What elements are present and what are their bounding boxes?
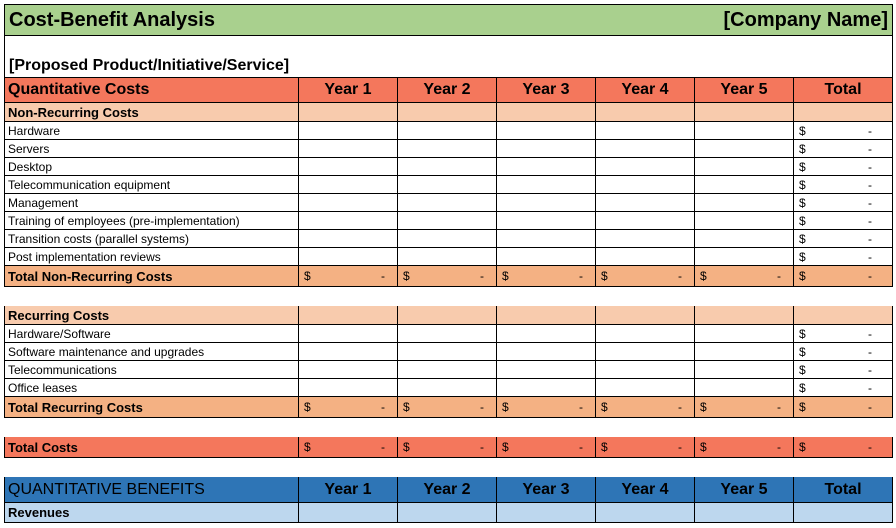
row-label[interactable]: Office leases xyxy=(4,379,299,397)
revenues-cell[interactable] xyxy=(794,503,893,523)
table-row xyxy=(4,212,893,230)
currency-symbol: $ xyxy=(799,400,806,414)
title-bar xyxy=(4,4,893,36)
dash-value: - xyxy=(868,159,872,174)
recurring-header-cell[interactable] xyxy=(596,306,695,325)
year-value-cell[interactable] xyxy=(299,212,398,230)
dash-value: - xyxy=(678,269,682,283)
row-total-cell[interactable] xyxy=(794,230,893,248)
total-costs-row-value[interactable] xyxy=(794,437,893,458)
currency-symbol: $ xyxy=(799,362,806,377)
year-value-cell[interactable] xyxy=(596,212,695,230)
year-value-cell[interactable] xyxy=(695,158,794,176)
currency-symbol: $ xyxy=(799,440,806,454)
row-label[interactable]: Hardware/Software xyxy=(4,325,299,343)
product-title-text: [Proposed Product/Initiative/Service] xyxy=(9,57,290,74)
currency-symbol: $ xyxy=(799,326,806,341)
year-header-4[interactable]: Year 4 xyxy=(596,78,695,103)
table-row xyxy=(4,194,893,212)
total-non-recurring-row-label[interactable]: Total Non-Recurring Costs xyxy=(4,266,299,287)
year-value-cell[interactable] xyxy=(497,158,596,176)
row-total-cell[interactable] xyxy=(794,248,893,266)
dash-value: - xyxy=(579,400,583,414)
total-non-recurring-row-value[interactable] xyxy=(497,266,596,287)
year-value-cell[interactable] xyxy=(398,343,497,361)
total-recurring-row-value[interactable] xyxy=(299,397,398,418)
dash-value: - xyxy=(868,123,872,138)
row-label[interactable]: Transition costs (parallel systems) xyxy=(4,230,299,248)
non-recurring-header-cell[interactable] xyxy=(695,103,794,122)
year-header-6[interactable]: Total xyxy=(794,78,893,103)
dash-value: - xyxy=(868,344,872,359)
year-value-cell[interactable] xyxy=(596,158,695,176)
year-value-cell[interactable] xyxy=(695,248,794,266)
currency-symbol: $ xyxy=(502,400,509,414)
total-non-recurring-row-value[interactable] xyxy=(398,266,497,287)
year-value-cell[interactable] xyxy=(596,379,695,397)
product-title[interactable] xyxy=(4,54,893,78)
year-value-cell[interactable] xyxy=(695,361,794,379)
year-value-cell[interactable] xyxy=(398,140,497,158)
year-value-cell[interactable] xyxy=(398,230,497,248)
recurring-header-label[interactable]: Recurring Costs xyxy=(4,306,299,325)
table-row xyxy=(4,379,893,397)
costs-header-row xyxy=(4,78,893,103)
dash-value: - xyxy=(868,269,872,283)
row-total-cell[interactable] xyxy=(794,158,893,176)
currency-symbol: $ xyxy=(403,400,410,414)
year-value-cell[interactable] xyxy=(497,343,596,361)
year-value-cell[interactable] xyxy=(497,176,596,194)
table-row xyxy=(4,325,893,343)
total-recurring-row-label[interactable]: Total Recurring Costs xyxy=(4,397,299,418)
row-label[interactable]: Post implementation reviews xyxy=(4,248,299,266)
year-value-cell[interactable] xyxy=(299,379,398,397)
total-recurring-row-value[interactable] xyxy=(398,397,497,418)
revenues-cell[interactable] xyxy=(398,503,497,523)
table-row xyxy=(4,230,893,248)
year-value-cell[interactable] xyxy=(695,140,794,158)
row-label[interactable]: Hardware xyxy=(4,122,299,140)
benefits-year-header-2[interactable]: Year 2 xyxy=(398,477,497,503)
year-value-cell[interactable] xyxy=(398,176,497,194)
year-value-cell[interactable] xyxy=(596,361,695,379)
revenues-cell[interactable] xyxy=(596,503,695,523)
recurring-header-cell[interactable] xyxy=(497,306,596,325)
dash-value: - xyxy=(480,269,484,283)
row-total-cell[interactable] xyxy=(794,212,893,230)
currency-symbol: $ xyxy=(700,400,707,414)
revenues-cell[interactable] xyxy=(695,503,794,523)
currency-symbol: $ xyxy=(799,269,806,283)
year-value-cell[interactable] xyxy=(497,361,596,379)
year-value-cell[interactable] xyxy=(695,343,794,361)
row-total-cell[interactable] xyxy=(794,343,893,361)
total-recurring-row-value[interactable] xyxy=(794,397,893,418)
year-value-cell[interactable] xyxy=(299,158,398,176)
revenues-cell[interactable] xyxy=(497,503,596,523)
currency-symbol: $ xyxy=(304,400,311,414)
revenues-label[interactable]: Revenues xyxy=(4,503,299,523)
year-value-cell[interactable] xyxy=(596,343,695,361)
dash-value: - xyxy=(868,231,872,246)
year-value-cell[interactable] xyxy=(398,194,497,212)
currency-symbol: $ xyxy=(502,269,509,283)
year-value-cell[interactable] xyxy=(596,230,695,248)
currency-symbol: $ xyxy=(502,440,509,454)
currency-symbol: $ xyxy=(304,440,311,454)
row-total-cell[interactable] xyxy=(794,325,893,343)
year-value-cell[interactable] xyxy=(299,248,398,266)
benefits-year-header-4[interactable]: Year 4 xyxy=(596,477,695,503)
currency-symbol: $ xyxy=(799,249,806,264)
currency-symbol: $ xyxy=(403,440,410,454)
table-row xyxy=(4,361,893,379)
row-label[interactable]: Training of employees (pre-implementation) xyxy=(4,212,299,230)
currency-symbol: $ xyxy=(304,269,311,283)
year-value-cell[interactable] xyxy=(398,212,497,230)
year-value-cell[interactable] xyxy=(497,379,596,397)
dash-value: - xyxy=(480,440,484,454)
total-recurring-row xyxy=(4,397,893,418)
table-row xyxy=(4,140,893,158)
currency-symbol: $ xyxy=(799,123,806,138)
row-label[interactable]: Telecommunications xyxy=(4,361,299,379)
recurring-header-cell[interactable] xyxy=(398,306,497,325)
currency-symbol: $ xyxy=(799,213,806,228)
currency-symbol: $ xyxy=(799,141,806,156)
dash-value: - xyxy=(381,269,385,283)
dash-value: - xyxy=(868,195,872,210)
year-value-cell[interactable] xyxy=(596,325,695,343)
dash-value: - xyxy=(868,380,872,395)
row-total-cell[interactable] xyxy=(794,140,893,158)
dash-value: - xyxy=(868,213,872,228)
currency-symbol: $ xyxy=(799,380,806,395)
table-row xyxy=(4,158,893,176)
non-recurring-header-cell[interactable] xyxy=(398,103,497,122)
currency-symbol: $ xyxy=(799,177,806,192)
year-value-cell[interactable] xyxy=(695,194,794,212)
table-row xyxy=(4,248,893,266)
year-value-cell[interactable] xyxy=(299,230,398,248)
currency-symbol: $ xyxy=(700,440,707,454)
year-value-cell[interactable] xyxy=(695,325,794,343)
non-recurring-header-cell[interactable] xyxy=(497,103,596,122)
table-row xyxy=(4,122,893,140)
year-value-cell[interactable] xyxy=(695,122,794,140)
currency-symbol: $ xyxy=(799,231,806,246)
total-non-recurring-row-value[interactable] xyxy=(299,266,398,287)
company-name[interactable]: [Company Name] xyxy=(723,8,888,31)
table-row xyxy=(4,176,893,194)
year-value-cell[interactable] xyxy=(398,248,497,266)
dash-value: - xyxy=(868,177,872,192)
benefits-year-header-3[interactable]: Year 3 xyxy=(497,477,596,503)
table-row xyxy=(4,343,893,361)
year-value-cell[interactable] xyxy=(596,176,695,194)
benefits-year-header-5[interactable]: Year 5 xyxy=(695,477,794,503)
currency-symbol: $ xyxy=(601,269,608,283)
total-non-recurring-row xyxy=(4,266,893,287)
quantitative-costs-label[interactable]: Quantitative Costs xyxy=(4,78,299,103)
revenues-row xyxy=(4,503,893,523)
year-value-cell[interactable] xyxy=(299,122,398,140)
total-non-recurring-row-value[interactable] xyxy=(596,266,695,287)
total-costs-row-value[interactable] xyxy=(398,437,497,458)
year-value-cell[interactable] xyxy=(497,248,596,266)
currency-symbol: $ xyxy=(403,269,410,283)
benefits-year-header-6[interactable]: Total xyxy=(794,477,893,503)
non-recurring-header-label[interactable]: Non-Recurring Costs xyxy=(4,103,299,122)
currency-symbol: $ xyxy=(799,159,806,174)
dash-value: - xyxy=(381,440,385,454)
year-value-cell[interactable] xyxy=(497,325,596,343)
non-recurring-header-cell[interactable] xyxy=(794,103,893,122)
dash-value: - xyxy=(868,400,872,414)
year-value-cell[interactable] xyxy=(398,361,497,379)
year-value-cell[interactable] xyxy=(695,176,794,194)
year-value-cell[interactable] xyxy=(497,194,596,212)
sheet-title[interactable]: Cost-Benefit Analysis xyxy=(9,8,215,31)
year-value-cell[interactable] xyxy=(398,122,497,140)
year-value-cell[interactable] xyxy=(497,122,596,140)
year-value-cell[interactable] xyxy=(695,212,794,230)
dash-value: - xyxy=(678,440,682,454)
year-value-cell[interactable] xyxy=(299,176,398,194)
row-total-cell[interactable] xyxy=(794,176,893,194)
row-total-cell[interactable] xyxy=(794,379,893,397)
dash-value: - xyxy=(579,440,583,454)
year-value-cell[interactable] xyxy=(596,140,695,158)
dash-value: - xyxy=(868,249,872,264)
row-total-cell[interactable] xyxy=(794,361,893,379)
year-value-cell[interactable] xyxy=(299,361,398,379)
year-value-cell[interactable] xyxy=(299,343,398,361)
dash-value: - xyxy=(868,440,872,454)
currency-symbol: $ xyxy=(700,269,707,283)
non-recurring-header-cell[interactable] xyxy=(299,103,398,122)
recurring-header xyxy=(4,306,893,325)
row-label[interactable]: Desktop xyxy=(4,158,299,176)
total-non-recurring-row-value[interactable] xyxy=(794,266,893,287)
dash-value: - xyxy=(868,326,872,341)
year-value-cell[interactable] xyxy=(497,140,596,158)
total-costs-row-value[interactable] xyxy=(299,437,398,458)
recurring-header-cell[interactable] xyxy=(794,306,893,325)
dash-value: - xyxy=(381,400,385,414)
dash-value: - xyxy=(868,141,872,156)
total-recurring-row-value[interactable] xyxy=(497,397,596,418)
row-label[interactable]: Servers xyxy=(4,140,299,158)
year-value-cell[interactable] xyxy=(695,379,794,397)
non-recurring-header xyxy=(4,103,893,122)
benefits-header-row xyxy=(4,477,893,503)
dash-value: - xyxy=(777,440,781,454)
dash-value: - xyxy=(777,269,781,283)
year-value-cell[interactable] xyxy=(299,325,398,343)
year-value-cell[interactable] xyxy=(398,379,497,397)
year-value-cell[interactable] xyxy=(695,230,794,248)
year-value-cell[interactable] xyxy=(596,194,695,212)
year-value-cell[interactable] xyxy=(398,325,497,343)
non-recurring-header-cell[interactable] xyxy=(596,103,695,122)
total-costs-row-value[interactable] xyxy=(497,437,596,458)
year-header-3[interactable]: Year 3 xyxy=(497,78,596,103)
total-non-recurring-row-value[interactable] xyxy=(695,266,794,287)
year-value-cell[interactable] xyxy=(596,248,695,266)
quantitative-benefits-label[interactable]: QUANTITATIVE BENEFITS xyxy=(4,477,299,503)
row-label[interactable]: Telecommunication equipment xyxy=(4,176,299,194)
year-value-cell[interactable] xyxy=(299,140,398,158)
dash-value: - xyxy=(579,269,583,283)
currency-symbol: $ xyxy=(601,400,608,414)
year-value-cell[interactable] xyxy=(596,122,695,140)
year-value-cell[interactable] xyxy=(299,194,398,212)
total-costs-row xyxy=(4,437,893,458)
currency-symbol: $ xyxy=(799,344,806,359)
year-value-cell[interactable] xyxy=(497,212,596,230)
blank-row[interactable] xyxy=(4,36,893,54)
recurring-header-cell[interactable] xyxy=(299,306,398,325)
dash-value: - xyxy=(480,400,484,414)
row-total-cell[interactable] xyxy=(794,194,893,212)
dash-value: - xyxy=(678,400,682,414)
total-costs-row-value[interactable] xyxy=(596,437,695,458)
year-header-2[interactable]: Year 2 xyxy=(398,78,497,103)
total-costs-row-label[interactable]: Total Costs xyxy=(4,437,299,458)
year-header-1[interactable]: Year 1 xyxy=(299,78,398,103)
year-value-cell[interactable] xyxy=(497,230,596,248)
row-total-cell[interactable] xyxy=(794,122,893,140)
year-value-cell[interactable] xyxy=(398,158,497,176)
total-recurring-row-value[interactable] xyxy=(695,397,794,418)
currency-symbol: $ xyxy=(799,195,806,210)
currency-symbol: $ xyxy=(601,440,608,454)
year-header-5[interactable]: Year 5 xyxy=(695,78,794,103)
dash-value: - xyxy=(868,362,872,377)
recurring-header-cell[interactable] xyxy=(695,306,794,325)
revenues-cell[interactable] xyxy=(299,503,398,523)
row-label[interactable]: Management xyxy=(4,194,299,212)
total-recurring-row-value[interactable] xyxy=(596,397,695,418)
total-costs-row-value[interactable] xyxy=(695,437,794,458)
benefits-year-header-1[interactable]: Year 1 xyxy=(299,477,398,503)
dash-value: - xyxy=(777,400,781,414)
row-label[interactable]: Software maintenance and upgrades xyxy=(4,343,299,361)
